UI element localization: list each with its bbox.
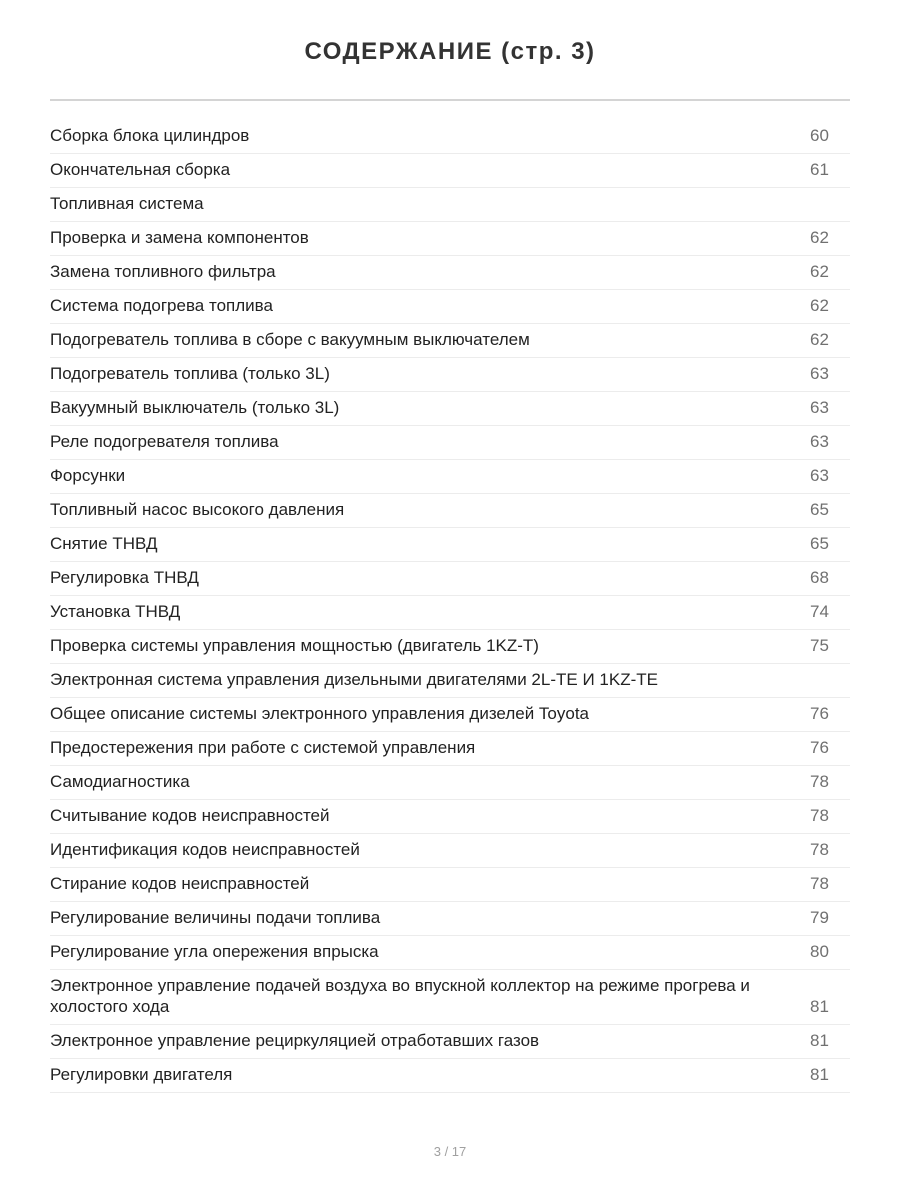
toc-entry-title: Самодиагностика <box>50 772 190 791</box>
toc-entry[interactable] <box>50 562 850 596</box>
toc-entry-title: Регулирование угла опережения впрыска <box>50 942 379 961</box>
toc-entry[interactable] <box>50 120 850 154</box>
toc-entry-page: 81 <box>810 997 829 1016</box>
toc-entry-page: 80 <box>810 942 829 961</box>
toc-entry-title: Электронное управление подачей воздуха во впускной коллектор на режиме прогрева и холостого хода <box>50 976 750 1016</box>
toc-entry-page: 76 <box>810 738 829 757</box>
toc-entry[interactable] <box>50 902 850 936</box>
toc-entry[interactable] <box>50 494 850 528</box>
toc-entry-page: 63 <box>810 364 829 383</box>
toc-entry[interactable] <box>50 766 850 800</box>
toc-entry-title: Идентификация кодов неисправностей <box>50 840 360 859</box>
toc-entry[interactable] <box>50 528 850 562</box>
toc-entry-page: 62 <box>810 330 829 349</box>
title-divider <box>50 99 850 101</box>
toc-entry-page: 75 <box>810 636 829 655</box>
toc-entry[interactable] <box>50 732 850 766</box>
toc-entry[interactable] <box>50 970 850 1025</box>
toc-entry-title: Система подогрева топлива <box>50 296 273 315</box>
page-title: СОДЕРЖАНИЕ (стр. 3) <box>304 38 596 65</box>
toc-entry[interactable] <box>50 256 850 290</box>
toc-entry-page: 81 <box>810 1065 829 1084</box>
toc-entry-page: 68 <box>810 568 829 587</box>
toc-entry[interactable] <box>50 324 850 358</box>
toc-entry[interactable] <box>50 460 850 494</box>
toc-entry-page: 65 <box>810 534 829 553</box>
toc-entry-page: 60 <box>810 126 829 145</box>
toc-entry-title: Установка ТНВД <box>50 602 181 621</box>
page-number: 3 / 17 <box>433 1144 467 1159</box>
toc-entry[interactable] <box>50 1025 850 1059</box>
toc-entry-title: Считывание кодов неисправностей <box>50 806 330 825</box>
toc-entry[interactable] <box>50 1059 850 1093</box>
toc-entry-title: Электронная система управления дизельными двигателями 2L-TE И 1KZ-TE <box>50 670 658 689</box>
toc-entry-page: 81 <box>810 1031 829 1050</box>
toc-entry-page: 63 <box>810 432 829 451</box>
toc-entry-page: 78 <box>810 772 829 791</box>
toc-entry-title: Электронное управление рециркуляцией отработавших газов <box>50 1031 540 1050</box>
toc-entry-title: Проверка системы управления мощностью (двигатель 1KZ-T) <box>50 636 539 655</box>
toc-entry[interactable] <box>50 426 850 460</box>
toc-entry[interactable] <box>50 154 850 188</box>
toc-entry-title: Сборка блока цилиндров <box>50 126 250 145</box>
toc-entry-page: 63 <box>810 398 829 417</box>
toc-entry-page: 65 <box>810 500 829 519</box>
toc-section-heading[interactable] <box>50 664 850 698</box>
toc-entry[interactable] <box>50 698 850 732</box>
toc-entry-title: Топливный насос высокого давления <box>50 500 345 519</box>
toc-entry-title: Подогреватель топлива (только 3L) <box>50 364 330 383</box>
toc-entry-page: 78 <box>810 840 829 859</box>
toc-entry-page: 79 <box>810 908 829 927</box>
toc-entry[interactable] <box>50 834 850 868</box>
table-of-contents <box>50 120 850 1093</box>
toc-entry[interactable] <box>50 222 850 256</box>
toc-entry-title: Форсунки <box>50 466 126 485</box>
toc-entry-title: Общее описание системы электронного управления дизелей Toyota <box>50 704 590 723</box>
toc-entry[interactable] <box>50 358 850 392</box>
toc-entry-title: Замена топливного фильтра <box>50 262 276 281</box>
toc-entry-page: 76 <box>810 704 829 723</box>
toc-entry-page: 78 <box>810 874 829 893</box>
toc-entry-title: Подогреватель топлива в сборе с вакуумным выключателем <box>50 330 530 349</box>
toc-entry[interactable] <box>50 290 850 324</box>
toc-entry-title: Снятие ТНВД <box>50 534 158 553</box>
toc-entry-title: Регулировки двигателя <box>50 1065 233 1084</box>
toc-entry-title: Стирание кодов неисправностей <box>50 874 310 893</box>
toc-entry-title: Регулирование величины подачи топлива <box>50 908 381 927</box>
toc-entry-title: Предостережения при работе с системой управления <box>50 738 476 757</box>
toc-entry-title: Проверка и замена компонентов <box>50 228 309 247</box>
toc-entry[interactable] <box>50 868 850 902</box>
toc-entry-page: 62 <box>810 296 829 315</box>
toc-entry-page: 62 <box>810 228 829 247</box>
toc-entry-page: 62 <box>810 262 829 281</box>
toc-entry-page: 63 <box>810 466 829 485</box>
toc-entry-page: 78 <box>810 806 829 825</box>
toc-entry-page: 61 <box>810 160 829 179</box>
toc-entry-title: Реле подогревателя топлива <box>50 432 279 451</box>
toc-entry[interactable] <box>50 630 850 664</box>
toc-entry[interactable] <box>50 800 850 834</box>
toc-entry-title: Окончательная сборка <box>50 160 231 179</box>
toc-section-heading[interactable] <box>50 188 850 222</box>
toc-entry[interactable] <box>50 596 850 630</box>
toc-entry[interactable] <box>50 392 850 426</box>
toc-entry-title: Регулировка ТНВД <box>50 568 199 587</box>
toc-entry-title: Топливная система <box>50 194 204 213</box>
toc-entry-title: Вакуумный выключатель (только 3L) <box>50 398 340 417</box>
toc-entry-page: 74 <box>810 602 829 621</box>
toc-entry[interactable] <box>50 936 850 970</box>
